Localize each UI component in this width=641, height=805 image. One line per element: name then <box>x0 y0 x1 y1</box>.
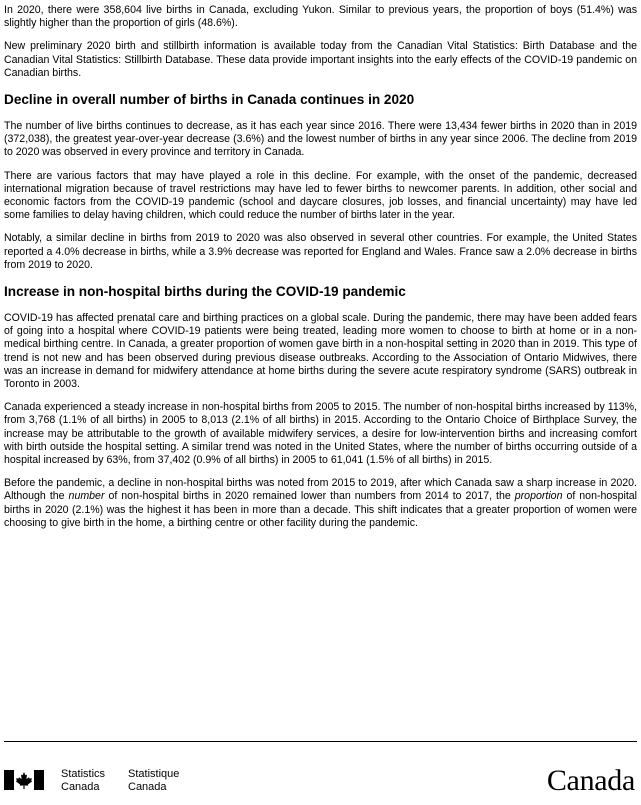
paragraph-covid-birthing: COVID-19 has affected prenatal care and birthing practices on a global scale. During the pandemic, there may have been added fears of going into a hospital where COVID-19 patients were being treated, leading more women to choose to birth at home or in a non-medical birthing centre. In Canada, a greater proportion of women gave birth in a non-hospital setting in 2020 than in 2019. This type of trend is not new and has been observed during previous disease outbreaks. According to the Association of Ontario Midwives, there was an increase in demand for midwifery attendance at home births during the severe acute respiratory syndrome (SARS) outbreak in Toronto in 2003. <box>4 312 637 391</box>
canada-wordmark: Canada <box>546 764 635 797</box>
paragraph-pandemic-shift <box>4 477 637 530</box>
paragraph-other-countries: Notably, a similar decline in births from 2019 to 2020 was also observed in several other countries. For example, the United States reported a 4.0% decrease in births, while a 3.9% decrease was reported for England and Wales. France saw a 2.0% decrease in births from 2019 to 2020. <box>4 232 637 271</box>
emphasis-number: number <box>68 490 105 503</box>
paragraph-non-hospital-trend: Canada experienced a steady increase in non-hospital births from 2005 to 2015. The number of non-hospital births increased by 113%, from 3,768 (1.1% of all births) in 2005 to 8,013 (2.1% of all births) in 2015. According to the Ontario Choice of Birthplace Survey, the increase may be attributable to the growth of available midwifery services, a desire for low-intervention births and increasing comfort with birth outside the hospital setting. A similar trend was noted in the United States, where the number of births occurring outside of a hospital increased by 63%, from 37,402 (0.9% of all births) in 2005 to 61,041 (1.5% of all births) in 2015. <box>4 401 637 467</box>
footer-divider <box>4 741 637 742</box>
paragraph-decline-numbers: The number of live births continues to decrease, as it has each year since 2016. There were 13,434 fewer births in 2020 than in 2019 (372,038), the greatest year-over-year decrease (3.6%) and the lowest number of births in any year since 2006. The decline from 2019 to 2020 was observed in every province and territory in Canada. <box>4 120 637 159</box>
heading-non-hospital: Increase in non-hospital births during the COVID-19 pandemic <box>4 284 406 300</box>
article-body <box>4 4 637 540</box>
statcan-fr-line2: Canada <box>128 780 167 793</box>
paragraph-births-total: In 2020, there were 358,604 live births in Canada, excluding Yukon. Similar to previous years, the proportion of boys (51.4%) was slightly higher than the proportion of girls (48.6%). <box>4 4 637 30</box>
statcan-line1: Statistics <box>61 768 106 780</box>
heading-decline: Decline in overall number of births in Canada continues in 2020 <box>4 92 415 108</box>
text-segment: Before the pandemic, a decline in non-hospital births was noted from 2015 to 2019, after which Canada saw a sharp increase in 2020. Although the <box>4 477 637 503</box>
text-segment: of non-hospital births in 2020 (2.1%) was the highest it has been in more than a decade. This shift indicates that a greater proportion of women were choosing to give birth in the home, a birthing centre or other facility during the pandemic. <box>4 490 638 529</box>
emphasis-proportion: proportion <box>514 490 563 503</box>
text-segment: of non-hospital births in 2020 remained lower than numbers from 2014 to 2017, the <box>104 490 515 503</box>
canada-flag-icon <box>4 770 44 790</box>
statcan-line2: Canada <box>61 780 100 793</box>
paragraph-decline-factors: There are various factors that may have played a role in this decline. For example, with the onset of the pandemic, decreased international migration because of travel restrictions may have led to fewer births to newcomer parents. In addition, other social and economic factors from the COVID-19 pandemic (school and daycare closures, job losses, and financial uncertainty) may have led some families to delay having children, which could reduce the number of births later in the year. <box>4 169 637 222</box>
footer <box>4 760 637 800</box>
statcan-french-name <box>128 768 179 793</box>
paragraph-new-data: New preliminary 2020 birth and stillbirth information is available today from the Canadian Vital Statistics: Birth Database and the Canadian Vital Statistics: Stillbirth Database. These data provide important insights into the early effects of the COVID-19 pandemic on Canadian births. <box>4 40 637 79</box>
statcan-english-name <box>61 768 105 793</box>
statcan-fr-line1: Statistique <box>128 768 180 780</box>
